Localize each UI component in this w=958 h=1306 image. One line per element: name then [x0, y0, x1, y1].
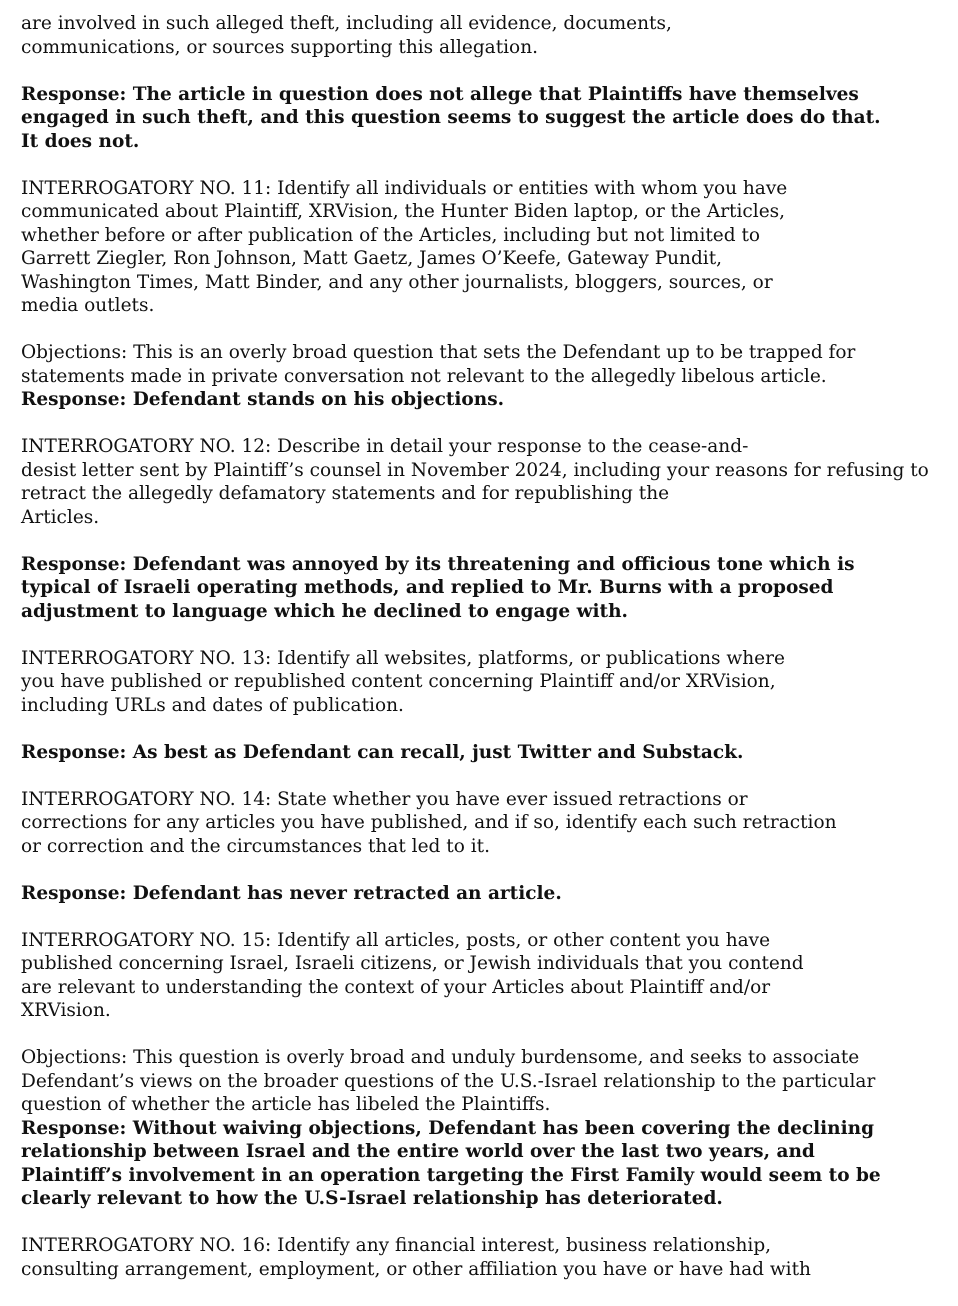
response-14	[21, 882, 951, 906]
interrogatory-12	[21, 435, 951, 529]
interrogatory-10-continuation	[21, 12, 951, 59]
text-line: media outlets.	[21, 295, 155, 316]
response-line: Response: As best as Defendant can recall, just Twitter and Substack.	[21, 741, 744, 763]
text-line: including URLs and dates of publication.	[21, 694, 404, 716]
response-12	[21, 553, 951, 624]
text-line: INTERROGATORY NO. 12: Describe in detail your response to the cease-and-	[21, 436, 749, 457]
text-line: INTERROGATORY NO. 13: Identify all websites, platforms, or publications where	[21, 647, 785, 669]
text-line: you have published or republished content concerning Plaintiff and/or XRVision,	[21, 671, 776, 692]
document-page	[21, 12, 951, 1305]
objections-11	[21, 341, 951, 388]
objection-line: Objections: This is an overly broad question that sets the Defendant up to be trapped for	[21, 342, 856, 363]
text-line: retract the allegedly defamatory statements and for republishing the	[21, 483, 670, 504]
response-line: Response: Defendant stands on his objections.	[21, 389, 505, 410]
response-line: typical of Israeli operating methods, and replied to Mr. Burns with a proposed	[21, 577, 834, 598]
objections-15	[21, 1046, 951, 1117]
interrogatory-13	[21, 647, 951, 718]
response-15	[21, 1117, 951, 1211]
interrogatory-11	[21, 177, 951, 318]
text-line: Garrett Ziegler, Ron Johnson, Matt Gaetz, James O’Keefe, Gateway Pundit,	[21, 248, 723, 269]
text-line: XRVision.	[21, 1000, 111, 1021]
text-line: communications, or sources supporting this allegation.	[21, 36, 538, 58]
text-line: communicated about Plaintiff, XRVision, the Hunter Biden laptop, or the Articles,	[21, 201, 786, 222]
text-line: published concerning Israel, Israeli citizens, or Jewish individuals that you contend	[21, 953, 804, 974]
response-line: relationship between Israel and the entire world over the last two years, and	[21, 1141, 815, 1162]
response-line: clearly relevant to how the U.S-Israel relationship has deteriorated.	[21, 1188, 723, 1209]
response-13	[21, 741, 951, 765]
response-line: Plaintiff’s involvement in an operation targeting the First Family would seem to be	[21, 1164, 881, 1186]
response-line: adjustment to language which he declined to engage with.	[21, 600, 628, 622]
objections-and-response-15	[21, 1046, 951, 1211]
interrogatory-15	[21, 929, 951, 1023]
text-line: corrections for any articles you have published, and if so, identify each such retraction	[21, 812, 837, 833]
text-line: INTERROGATORY NO. 14: State whether you have ever issued retractions or	[21, 788, 748, 810]
text-line: Washington Times, Matt Binder, and any other journalists, bloggers, sources, or	[21, 271, 773, 293]
objection-line: Objections: This question is overly broad and unduly burdensome, and seeks to associate	[21, 1047, 860, 1068]
text-line: consulting arrangement, employment, or other affiliation you have or have had with	[21, 1258, 811, 1280]
text-line: Articles.	[21, 506, 100, 528]
response-line: engaged in such theft, and this question seems to suggest the article does do that.	[21, 107, 881, 128]
response-line: It does not.	[21, 130, 140, 152]
objection-line: Defendant’s views on the broader questions of the U.S.-Israel relationship to the particular	[21, 1070, 876, 1092]
text-line: desist letter sent by Plaintiff’s counsel in November 2024, including your reasons for refusing to	[21, 459, 929, 481]
text-line: are involved in such alleged theft, including all evidence, documents,	[21, 13, 672, 34]
response-line: Response: Defendant was annoyed by its threatening and officious tone which is	[21, 553, 855, 575]
interrogatory-14	[21, 788, 951, 859]
objection-line: question of whether the article has libeled the Plaintiffs.	[21, 1094, 551, 1115]
response-11	[21, 388, 951, 412]
interrogatory-16	[21, 1234, 951, 1281]
text-line: are relevant to understanding the context of your Articles about Plaintiff and/or	[21, 976, 771, 998]
response-line: Response: The article in question does not allege that Plaintiffs have themselves	[21, 83, 859, 105]
text-line: INTERROGATORY NO. 16: Identify any financial interest, business relationship,	[21, 1235, 772, 1256]
text-line: whether before or after publication of the Articles, including but not limited to	[21, 224, 761, 246]
response-line: Response: Defendant has never retracted an article.	[21, 882, 562, 904]
response-line: Response: Without waiving objections, Defendant has been covering the declining	[21, 1117, 875, 1139]
objection-line: statements made in private conversation not relevant to the allegedly libelous article.	[21, 365, 827, 387]
objections-and-response-11	[21, 341, 951, 412]
text-line: or correction and the circumstances that led to it.	[21, 835, 490, 857]
text-line: INTERROGATORY NO. 11: Identify all individuals or entities with whom you have	[21, 177, 788, 199]
text-line: INTERROGATORY NO. 15: Identify all articles, posts, or other content you have	[21, 929, 771, 951]
response-10	[21, 83, 951, 154]
